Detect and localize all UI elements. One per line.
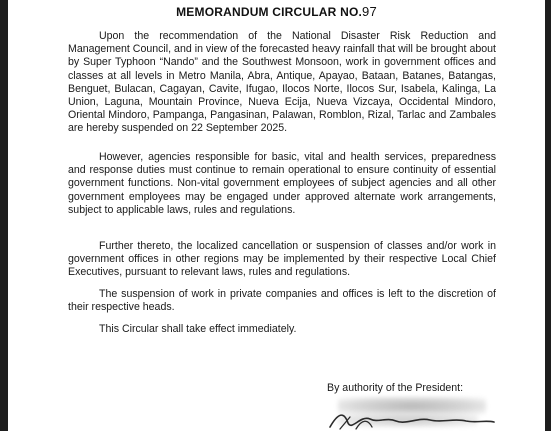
paragraph-private-sector: The suspension of work in private companies and offices is left to the discretion of their respective heads. [68, 288, 496, 314]
paragraph-suspension: Upon the recommendation of the National Disaster Risk Reduction and Management Council, and in view of the forecasted heavy rainfall that will be brought about by Super Typhoon “Nando” and the Southwest Monsoon, work in government offices and classes at all levels in Metro Manila, Abra, Antique, Apayao, Bataan, Batanes, Batangas, Benguet, Bulacan, Cagayan, Cavite, Ifugao, Ilocos Norte, Ilocos Sur, Isabela, Kalinga, La Union, Laguna, Mountain Province, Nueva Ecija, Nueva Vizcaya, Occidental Mindoro, Oriental Mindoro, Pampanga, Pangasinan, Palawan, Romblon, Rizal, Tarlac and Zambales are hereby suspended on 22 September 2025. [68, 30, 496, 135]
authority-line: By authority of the President: [327, 382, 464, 394]
memorandum-page [8, 0, 545, 431]
paragraph-local-cancellation: Further thereto, the localized cancellation or suspension of classes and/or work in government offices in other regions may be implemented by their respective Local Chief Executives, pursuant to relevant laws, rules and regulations. [68, 240, 496, 279]
handwritten-signature [326, 405, 496, 431]
title-prefix: MEMORANDUM CIRCULAR NO. [176, 5, 363, 19]
paragraph-effectivity: This Circular shall take effect immediately. [99, 323, 297, 335]
paragraph-essential-services: However, agencies responsible for basic, vital and health services, preparedness and response duties must continue to remain operational to ensure continuity of essential government functions. Non-vital government employees of subject agencies and all other government employees may be engaged under approved alternate work arrangements, subject to applicable laws, rules and regulations. [68, 151, 496, 216]
document-title [8, 4, 545, 19]
circular-number: 97 [362, 4, 377, 19]
